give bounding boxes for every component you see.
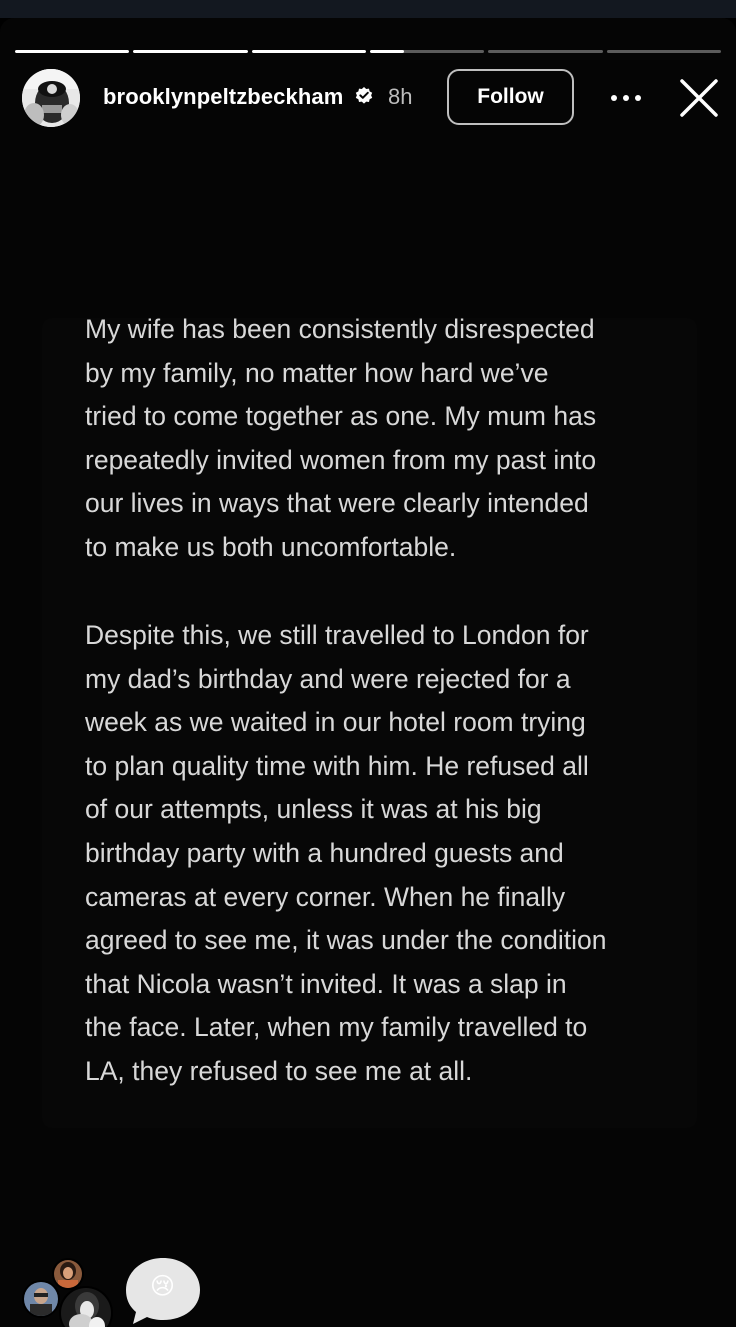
story-progress-segment (370, 50, 484, 53)
story-text-line: birthday party with a hundred guests and (85, 837, 564, 868)
story-progress-segment (133, 50, 247, 53)
close-icon[interactable] (678, 77, 720, 119)
verified-badge-icon (354, 86, 374, 106)
story-text-line: week as we waited in our hotel room trying (85, 707, 586, 738)
story-text-line: by my family, no matter how hard we’ve (85, 357, 549, 388)
viewer-avatar (59, 1286, 113, 1327)
viewer-avatar (52, 1258, 84, 1290)
story-text-line: that Nicola wasn’t invited. It was a slap in (85, 968, 567, 999)
viewer-avatars[interactable] (22, 1258, 112, 1327)
more-options-icon[interactable] (608, 84, 644, 112)
story-paragraph-1 (85, 308, 685, 570)
story-progress-fill (133, 50, 247, 53)
story-text-line: tried to come together as one. My mum has (85, 401, 597, 432)
story-text-line: repeatedly invited women from my past into (85, 444, 597, 475)
account-username[interactable]: brooklynpeltzbeckham (103, 84, 344, 109)
post-time: 8h (388, 84, 413, 109)
story-progress-fill (15, 50, 129, 53)
story-viewer[interactable] (0, 18, 736, 1327)
profile-avatar[interactable] (22, 69, 80, 127)
story-progress-fill (370, 50, 404, 53)
viewer-avatar (22, 1280, 60, 1318)
story-progress (15, 50, 721, 54)
story-text-line: agreed to see me, it was under the condition (85, 925, 607, 956)
story-text-line: to make us both uncomfortable. (85, 531, 457, 562)
story-text-line: of our attempts, unless it was at his big (85, 794, 542, 825)
story-progress-segment (15, 50, 129, 53)
story-text-line: my dad’s birthday and were rejected for a (85, 663, 571, 694)
crying-face-icon: 😢 (150, 1273, 176, 1300)
story-progress-segment (252, 50, 366, 53)
story-header (0, 66, 736, 130)
story-text-line: cameras at every corner. When he finally (85, 881, 566, 912)
story-text-line: My wife has been consistently disrespected (85, 314, 595, 344)
story-text-line: the face. Later, when my family travelled to (85, 1012, 588, 1043)
story-progress-segment (607, 50, 721, 53)
status-bar-area (0, 0, 736, 18)
reaction-bubble[interactable] (124, 1256, 202, 1326)
follow-button[interactable]: Follow (447, 69, 574, 125)
story-text-line: LA, they refused to see me at all. (85, 1055, 473, 1086)
story-progress-fill (252, 50, 366, 53)
story-progress-segment (488, 50, 602, 53)
story-text-line: our lives in ways that were clearly intended (85, 488, 589, 519)
story-text-line: Despite this, we still travelled to London for (85, 620, 589, 650)
story-text-line: to plan quality time with him. He refused all (85, 750, 589, 781)
story-paragraph-2 (85, 614, 685, 1094)
